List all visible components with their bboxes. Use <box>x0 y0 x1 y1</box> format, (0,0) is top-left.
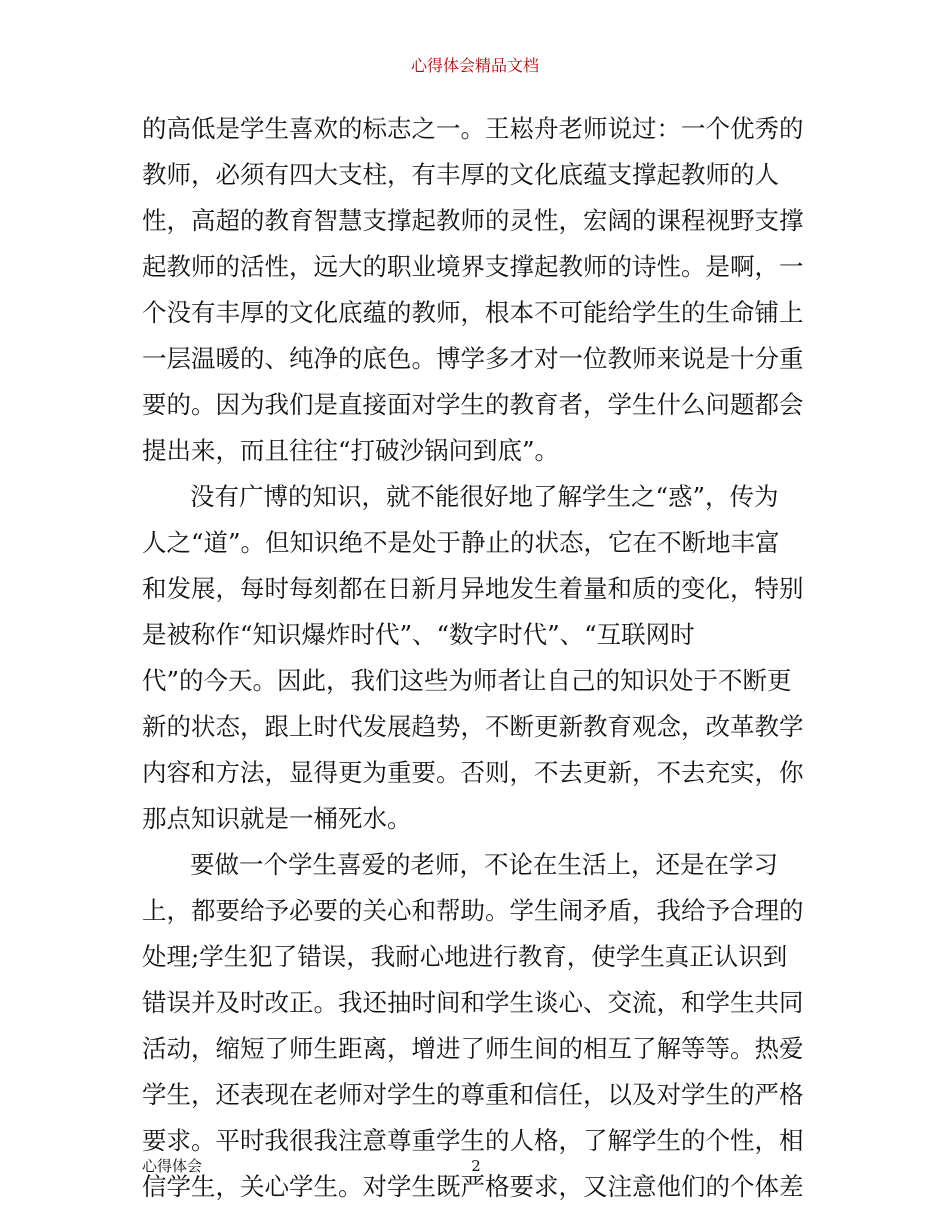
text-line: 学生，还表现在老师对学生的尊重和信任，以及对学生的严格 <box>142 1080 804 1109</box>
text-line: 起教师的活性，远大的职业境界支撑起教师的诗性。是啊，一 <box>142 252 804 281</box>
document-body <box>142 106 818 1210</box>
text-line: 性，高超的教育智慧支撑起教师的灵性，宏阔的课程视野支撑 <box>142 206 804 235</box>
text-line: 个没有丰厚的文化底蕴的教师，根本不可能给学生的生命铺上 <box>142 298 804 327</box>
text-line: 错误并及时改正。我还抽时间和学生谈心、交流，和学生共同 <box>142 988 804 1017</box>
text-line: 一层温暖的、纯净的底色。博学多才对一位教师来说是十分重 <box>142 344 804 373</box>
footer-label: 心得体会 <box>142 1157 203 1175</box>
page-number: 2 <box>471 1157 481 1175</box>
document-header-title: 心得体会精品文档 <box>410 56 539 75</box>
text-line: 活动，缩短了师生距离，增进了师生间的相互了解等等。热爱 <box>142 1034 804 1063</box>
text-line: 那点知识就是一桶死水。 <box>142 804 412 833</box>
text-line: 内容和方法，显得更为重要。否则，不去更新，不去充实，你 <box>142 758 804 787</box>
text-line: 处理;学生犯了错误，我耐心地进行教育，使学生真正认识到 <box>142 942 788 971</box>
text-line: 是被称作“知识爆炸时代”、“数字时代”、“互联网时 <box>142 620 695 649</box>
text-line: 要求。平时我很我注意尊重学生的人格，了解学生的个性，相 <box>142 1126 804 1155</box>
text-line: 提出来，而且往往“打破沙锅问到底”。 <box>142 436 560 465</box>
text-line: 新的状态，跟上时代发展趋势，不断更新教育观念，改革教学 <box>142 712 804 741</box>
paragraph-start-line: 要做一个学生喜爱的老师，不论在生活上，还是在学习 <box>190 850 778 879</box>
text-line: 要的。因为我们是直接面对学生的教育者，学生什么问题都会 <box>142 390 804 419</box>
paragraph-start-line: 没有广博的知识，就不能很好地了解学生之“惑”，传为 <box>190 482 779 511</box>
text-line: 代”的今天。因此，我们这些为师者让自己的知识处于不断更 <box>142 666 792 695</box>
text-line: 人之“道”。但知识绝不是处于静止的状态，它在不断地丰富 <box>142 528 780 557</box>
text-line: 和发展，每时每刻都在日新月异地发生着量和质的变化，特别 <box>142 574 804 603</box>
text-line: 信学生，关心学生。对学生既严格要求，又注意他们的个体差 <box>142 1172 804 1201</box>
text-line: 教师，必须有四大支柱，有丰厚的文化底蕴支撑起教师的人 <box>142 160 779 189</box>
text-line: 的高低是学生喜欢的标志之一。王崧舟老师说过：一个优秀的 <box>142 114 804 143</box>
text-line: 上，都要给予必要的关心和帮助。学生闹矛盾，我给予合理的 <box>142 896 804 925</box>
